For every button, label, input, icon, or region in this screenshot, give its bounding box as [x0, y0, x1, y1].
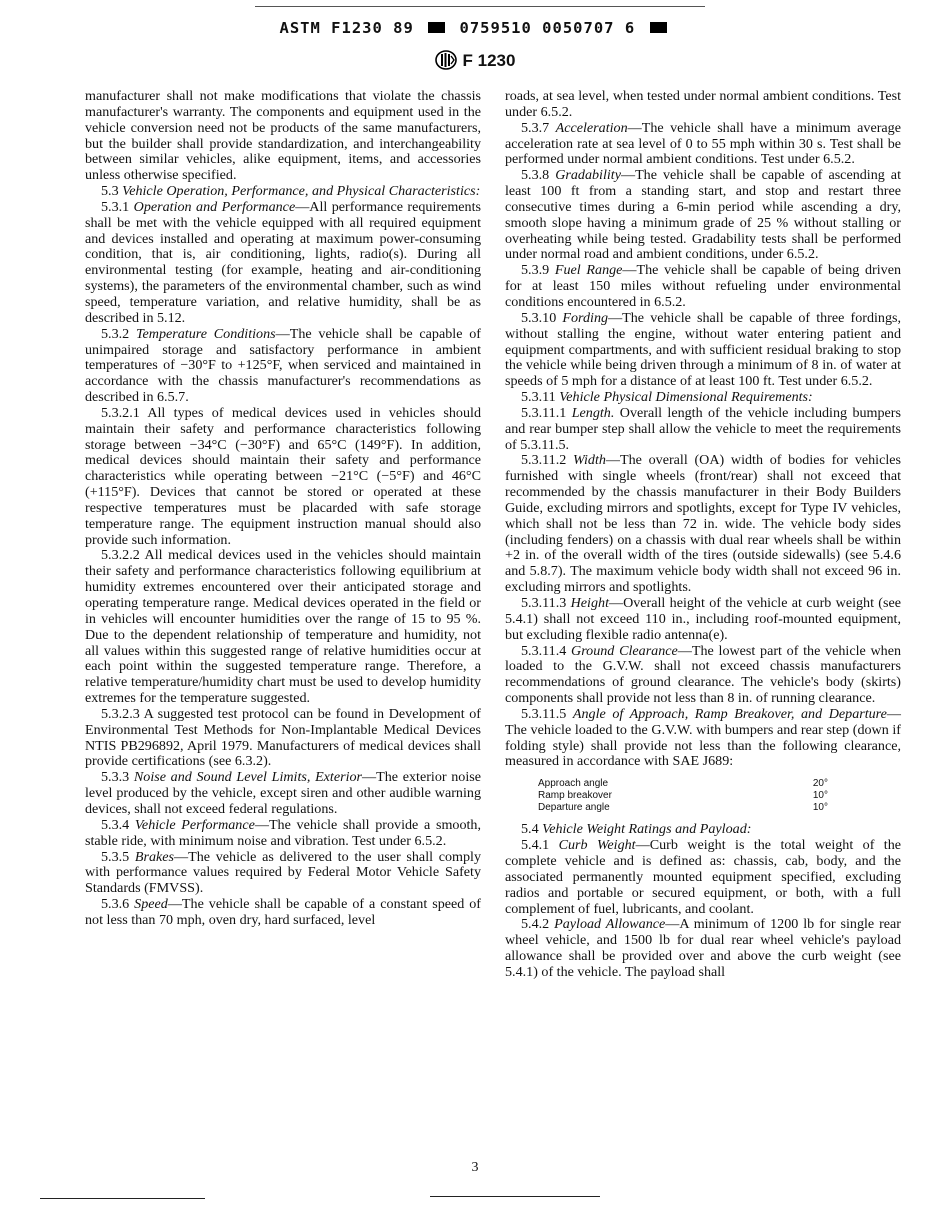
paragraph: 5.3.2.1 All types of medical devices used in vehicles should maintain their safety and performance characteristics following storage between −34°C (−30°F) and 65°C (149°F). In addition, medical devices should maintain their safety and performance characteristics while operating between −21°C (−5°F) and 46°C (+115°F). Devices that cannot be stored or operated at these respective temperatures must be placarded with safe storage temperature range. The equipment instruction manual should also provide such information.: [85, 404, 481, 548]
header-code-right: 0759510 0050707 6: [459, 19, 636, 37]
section-heading: 5.4 Vehicle Weight Ratings and Payload:: [521, 821, 752, 838]
paragraph: 5.4.1 Curb Weight—Curb weight is the total weight of the complete vehicle and is defined as: chassis, cab, body, and the associated permanently mounted equipment specified, excluding radios and portable or secured equipment, or both, with a full complement of fuel, lubricants, and coolant.: [505, 837, 901, 917]
paragraph: 5.3.11.1 Length. Overall length of the vehicle including bumpers and rear bumper step shall allow the vehicle to meet the requirements of 5.3.11.5.: [505, 404, 901, 453]
paragraph: 5.3.5 Brakes—The vehicle as delivered to the user shall comply with performance values required by Federal Motor Vehicle Safety Standards (FMVSS).: [85, 848, 481, 897]
scan-edge-line: [430, 1196, 600, 1197]
paragraph: 5.4.2 Payload Allowance—A minimum of 1200 lb for single rear wheel vehicle, and 1500 lb for dual rear wheel vehicle's payload allowance shall be provided over and above the curb weight (see 5.4.1) of the vehicle. The payload shall: [505, 916, 901, 980]
left-column: [85, 89, 481, 929]
paragraph: 5.3.11.4 Ground Clearance—The lowest part of the vehicle when loaded to the G.V.W. shall not exceed chassis manufacturers recommendations of ground clearance. The vehicle's body (skirts) components shall provide not less than 8 in. of running clearance.: [505, 642, 902, 707]
page-number: 3: [471, 1160, 479, 1175]
table-row: Ramp breakover 10°: [538, 790, 828, 802]
clearance-angle-table: [538, 778, 901, 814]
paragraph: roads, at sea level, when tested under normal ambient conditions. Test under 6.5.2.: [505, 88, 901, 120]
paragraph: 5.3.2.3 A suggested test protocol can be found in Development of Environmental Test Methods for Non-Implantable Medical Devices NTIS PB296892, April 1979. Manufacturers of medical devices shall provide certifications (see 6.3.2).: [85, 705, 481, 770]
paragraph: 5.3.2 Temperature Conditions—The vehicle shall be capable of unimpaired storage and satisfactory performance in ambient temperatures of −30°F to +125°F, when serviced and maintained in accordance with the chassis manufacturer's recommendations as described in 6.5.7.: [85, 325, 481, 406]
table-row: Departure angle 10°: [538, 802, 828, 814]
paragraph: 5.3.8 Gradability—The vehicle shall be capable of ascending at least 100 ft from a standing start, and stop and restart three consecutive times during a 6-min period while ascending a dry, smooth slope having a minimum grade of 25 % without stalling or overheating while being tested. Gradability tests shall be performed under normal road and ambient conditions, under 6.5.2.: [505, 167, 901, 263]
paragraph: 5.3.10 Fording—The vehicle shall be capable of three fordings, without stalling the engine, without water entering patient and equipment compartments, and with sufficient residual braking to stop the vehicle while being driven through a minimum of 8 in. of water at speeds of 5 mph for a distance of at least 100 ft. Test under 6.5.2.: [505, 309, 902, 390]
bar-mark-icon: [650, 22, 667, 33]
paragraph: 5.3.7 Acceleration—The vehicle shall have a minimum average acceleration rate at sea level of 0 to 55 mph within 30 s. Test shall be performed under normal ambient conditions. Test under 6.5.2.: [505, 119, 901, 168]
paragraph: 5.3.11.5 Angle of Approach, Ramp Breakover, and Departure—The vehicle loaded to the G.V.W. with bumpers and rear step (down if folding style) shall provide not less than the following clearance, measured in accordance with SAE J689:: [505, 705, 901, 770]
paragraph: 5.3.6 Speed—The vehicle shall be capable of a constant speed of not less than 70 mph, oven dry, hard surfaced, level: [85, 896, 482, 928]
paragraph: 5.3.4 Vehicle Performance—The vehicle shall provide a smooth, stable ride, with minimum noise and vibration. Test under 6.5.2.: [85, 816, 481, 849]
document-title: [0, 50, 950, 71]
paragraph: 5.3.9 Fuel Range—The vehicle shall be capable of being driven for at least 150 miles without refueling under environmental conditions encountered in 6.5.2.: [505, 262, 901, 310]
header-code: [0, 19, 950, 37]
astm-logo-icon: [435, 50, 457, 70]
header-code-left: ASTM F1230 89: [279, 19, 414, 37]
paragraph: 5.3.11.3 Height—Overall height of the vehicle at curb weight (see 5.4.1) shall not exceed 110 in., including roof-mounted equipment, but excluding flexible radio antenna(e).: [505, 595, 901, 643]
paragraph: 5.3.1 Operation and Performance—All performance requirements shall be met with the vehicle equipped with all required equipment and devices installed and operating at maximum power-consuming condition, that is, air conditioning, lights, radio(s). During all environmental testing (for example, heating and air-conditioning systems), the parameters of the environmental chamber, such as wind speed, temperature variation, and relative humidity, shall be as described in 5.12.: [85, 198, 481, 326]
paragraph: manufacturer shall not make modifications that violate the chassis manufacturer's warranty. The components and equipment used in the vehicle conversion need not be products of the same manufacturers, but the builder shall provide standardization, and interchangeability between similar vehicles, alike equipment, items, and accessories unless otherwise specified.: [85, 88, 481, 184]
table-row: Approach angle 20°: [538, 778, 828, 790]
section-heading: 5.3.11 Vehicle Physical Dimensional Requirements:: [521, 389, 813, 406]
bar-mark-icon: [428, 22, 445, 33]
scan-top-line: [255, 6, 705, 7]
paragraph: 5.3.3 Noise and Sound Level Limits, Exterior—The exterior noise level produced by the vehicle, except siren and other audible warning devices, shall not exceed federal regulations.: [85, 769, 481, 817]
document-title-text: F 1230: [462, 51, 516, 70]
right-column: [505, 89, 901, 981]
section-heading: 5.3 Vehicle Operation, Performance, and Physical Characteristics:: [101, 183, 481, 200]
paragraph: 5.3.2.2 All medical devices used in the vehicles should maintain their safety and performance characteristics following equilibrium at humidity extremes encountered over their anticipated storage and operating temperature range. Medical devices operated in the field or in vehicles will encounter humidities over the range of 15 to 95 %. Due to the dependent relationship of temperature and humidity, not all values within this suggested range of relative humidities occur at each point within the suggested temperature range. Therefore, a relative temperature/humidity chart must be used to develop humidity extremes for the temperature suggested.: [85, 547, 481, 707]
paragraph: 5.3.11.2 Width—The overall (OA) width of bodies for vehicles furnished with single wheels (front/rear) shall not exceed that recommended by the chassis manufacturer in their Body Builders Guide, excluding mirrors and spotlights, except for Type IV vehicles, which shall not be less than 72 in. wide. The vehicle body sides (including fenders) on a chassis with dual rear wheels shall be within +2 in. of the overall width of the tires (outside sidewalls) (see 5.4.6 and 5.8.7). The maximum vehicle body width shall not exceed 96 in. excluding mirrors and spotlights.: [505, 452, 901, 596]
scan-edge-line: [40, 1198, 205, 1199]
